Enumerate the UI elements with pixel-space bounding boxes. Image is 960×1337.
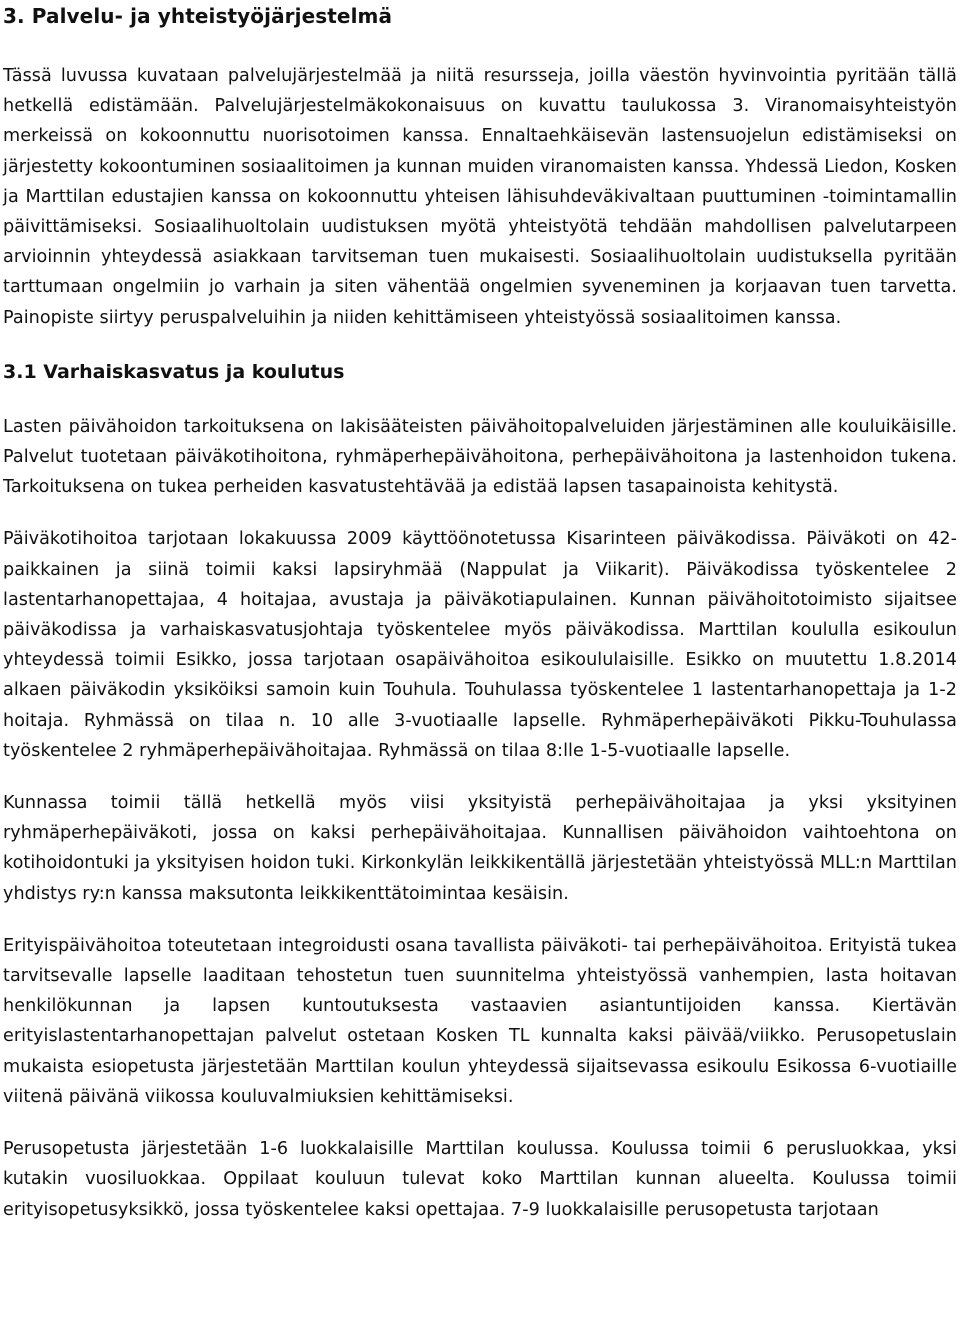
paragraph-daycare-units: Päiväkotihoitoa tarjotaan lokakuussa 2009 käyttöönotetussa Kisarinteen päiväkodissa. Päiväkoti on 42-paikkainen ja siinä toimii kaksi lapsiryhmää (Nappulat ja Viikarit). Päiväkodissa työskentelee 2 lastentarhanopettajaa, 4 hoitajaa, avustaja ja päiväkotiapulainen. Kunnan päivähoitotoimisto sijaitsee päiväkodissa ja varhaiskasvatusjohtaja työskentelee myös päiväkodissa. Marttilan koululla esikoulun yhteydessä toimii Esikko, jossa tarjotaan osapäivähoitoa esikoululaisille. Esikko on muutettu 1.8.2014 alkaen päiväkodin yksiköiksi samoin kuin Touhula. Touhulassa työskentelee 1 lastentarhanopettaja ja 1-2 hoitaja. Ryhmässä on tilaa n. 10 alle 3-vuotiaalle lapselle. Ryhmäperhepäiväkoti Pikku-Touhulassa työskentelee 2 ryhmäperhepäivähoitajaa. Ryhmässä on tilaa 8:lle 1-5-vuotiaalle lapselle. xyxy=(3,529,957,761)
subsection-heading: 3.1 Varhaiskasvatus ja koulutus xyxy=(3,360,345,383)
section-heading: 3. Palvelu- ja yhteistyöjärjestelmä xyxy=(3,4,393,28)
paragraph-private-care: Kunnassa toimii tällä hetkellä myös viisi yksityistä perhepäivähoitajaa ja yksi yksityinen ryhmäperhepäiväkoti, jossa on kaksi perhepäivähoitajaa. Kunnallisen päivähoidon vaihtoehtona on kotihoidontuki ja yksityisen hoidon tuki. Kirkonkylän leikkikentällä järjestetään yhteistyössä MLL:n Marttilan yhdistys ry:n kanssa maksutonta leikkikenttätoimintaa kesäisin. xyxy=(3,793,957,904)
paragraph-daycare-purpose: Lasten päivähoidon tarkoituksena on lakisääteisten päivähoitopalveluiden järjestäminen alle kouluikäisille. Palvelut tuotetaan päiväkotihoitona, ryhmäperhepäivähoitona, perhepäivähoitona ja lastenhoidon tukena. Tarkoituksena on tukea perheiden kasvatustehtävää ja edistää lapsen tasapainoista kehitystä. xyxy=(3,416,957,498)
intro-paragraph: Tässä luvussa kuvataan palvelujärjestelmää ja niitä resursseja, joilla väestön hyvinvointia pyritään tällä hetkellä edistämään. Palvelujärjestelmäkokonaisuus on kuvattu taulukossa 3. Viranomaisyhteistyön merkeissä on kokoonnuttu nuorisotoimen kanssa. Ennaltaehkäisevän lastensuojelun edistämiseksi on järjestetty kokoontuminen sosiaalitoimen ja kunnan muiden viranomaisten kanssa. Yhdessä Liedon, Kosken ja Marttilan edustajien kanssa on kokoonnuttu yhteisen lähisuhdeväkivaltaan puuttuminen -toimintamallin päivittämiseksi. Sosiaalihuoltolain uudistuksen myötä yhteistyötä tehdään mahdollisen palvelutarpeen arvioinnin yhteydessä asiakkaan tarvitseman tuen mukaisesti. Sosiaalihuoltolain uudistuksella pyritään tarttumaan ongelmiin jo varhain ja siten vähentää ongelmien syveneminen ja korjaavan tuen tarvetta. Painopiste siirtyy peruspalveluihin ja niiden kehittämiseen yhteistyössä sosiaalitoimen kanssa. xyxy=(3,66,957,328)
paragraph-special-care: Erityispäivähoitoa toteutetaan integroidusti osana tavallista päiväkoti- tai perhepäivähoitoa. Erityistä tukea tarvitsevalle lapselle laaditaan tehostetun tuen suunnitelma yhteistyössä vanhempien, lasta hoitavan henkilökunnan ja lapsen kuntoutuksesta vastaavien asiantuntijoiden kanssa. Kiertävän erityislastentarhanopettajan palvelut ostetaan Kosken TL kunnalta kaksi päivää/viikko. Perusopetuslain mukaista esiopetusta järjestetään Marttilan koulun yhteydessä sijaitsevassa esikoulu Esikossa 6-vuotiaille viitenä päivänä viikossa kouluvalmiuksien kehittämiseksi. xyxy=(3,935,957,1107)
document-page xyxy=(3,0,957,1225)
paragraph-basic-education: Perusopetusta järjestetään 1-6 luokkalaisille Marttilan koulussa. Koulussa toimii 6 perusluokkaa, yksi kutakin vuosiluokkaa. Oppilaat kouluun tulevat koko Marttilan kunnan alueelta. Koulussa toimii erityisopetusyksikkö, jossa työskentelee kaksi opettajaa. 7-9 luokkalaisille perusopetusta tarjotaan xyxy=(3,1139,957,1220)
